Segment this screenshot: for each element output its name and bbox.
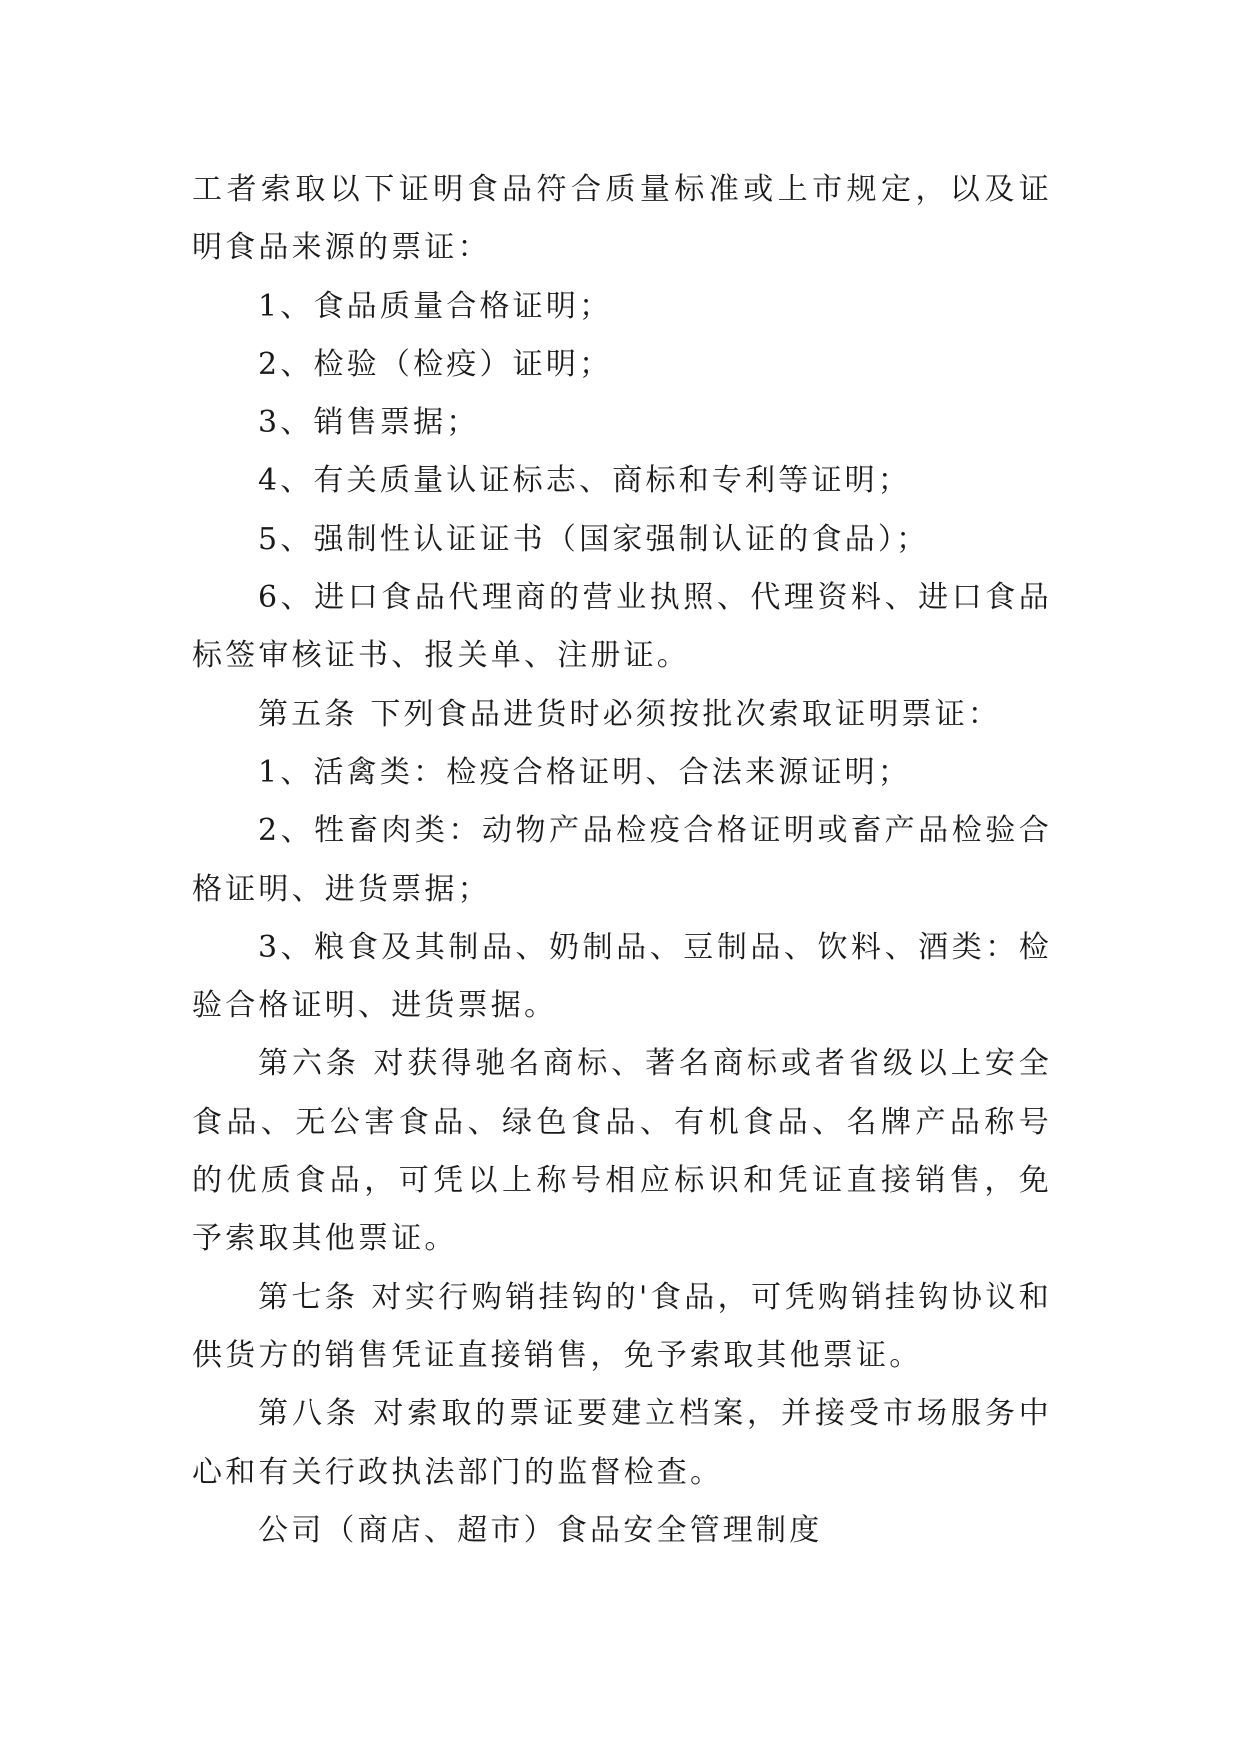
paragraph-continuation: 工者索取以下证明食品符合质量标准或上市规定，以及证明食品来源的票证： [192,172,1052,266]
list-item-livestock-meat: 2、牲畜肉类：动物产品检疫合格证明或畜产品检验合格证明、进货票据； [192,813,1052,907]
article-6: 第六条 对获得驰名商标、著名商标或者省级以上安全食品、无公害食品、绿色食品、有机食品、名牌产品称号的优质食品，可凭以上称号相应标识和凭证直接销售，免予索取其他票证。 [192,1046,1052,1257]
article-5-heading: 第五条 下列食品进货时必须按批次索取证明票证： [258,696,1002,732]
document-body [192,161,1052,1560]
list-item-sales-receipt: 3、销售票据； [258,405,480,441]
article-8: 第八条 对索取的票证要建立档案，并接受市场服务中心和有关行政执法部门的监督检查。 [192,1396,1052,1490]
list-item-inspection-certificate: 2、检验（检疫）证明； [258,346,613,382]
list-item-import-documents: 6、进口食品代理商的营业执照、代理资料、进口食品标签审核证书、报关单、注册证。 [192,580,1052,674]
list-item-live-poultry: 1、活禽类：检疫合格证明、合法来源证明； [258,754,912,790]
list-item-certification-marks: 4、有关质量认证标志、商标和专利等证明； [258,463,912,499]
section-title: 公司（商店、超市）食品安全管理制度 [258,1512,823,1548]
list-item-grain-dairy: 3、粮食及其制品、奶制品、豆制品、饮料、酒类：检验合格证明、进货票据。 [192,929,1052,1024]
article-7: 第七条 对实行购销挂钩的'食品，可凭购销挂钩协议和供货方的销售凭证直接销售，免予索取其他票证。 [192,1279,1052,1373]
list-item-quality-certificate: 1、食品质量合格证明； [258,288,613,324]
list-item-compulsory-certificate: 5、强制性认证证书（国家强制认证的食品）； [258,521,930,557]
